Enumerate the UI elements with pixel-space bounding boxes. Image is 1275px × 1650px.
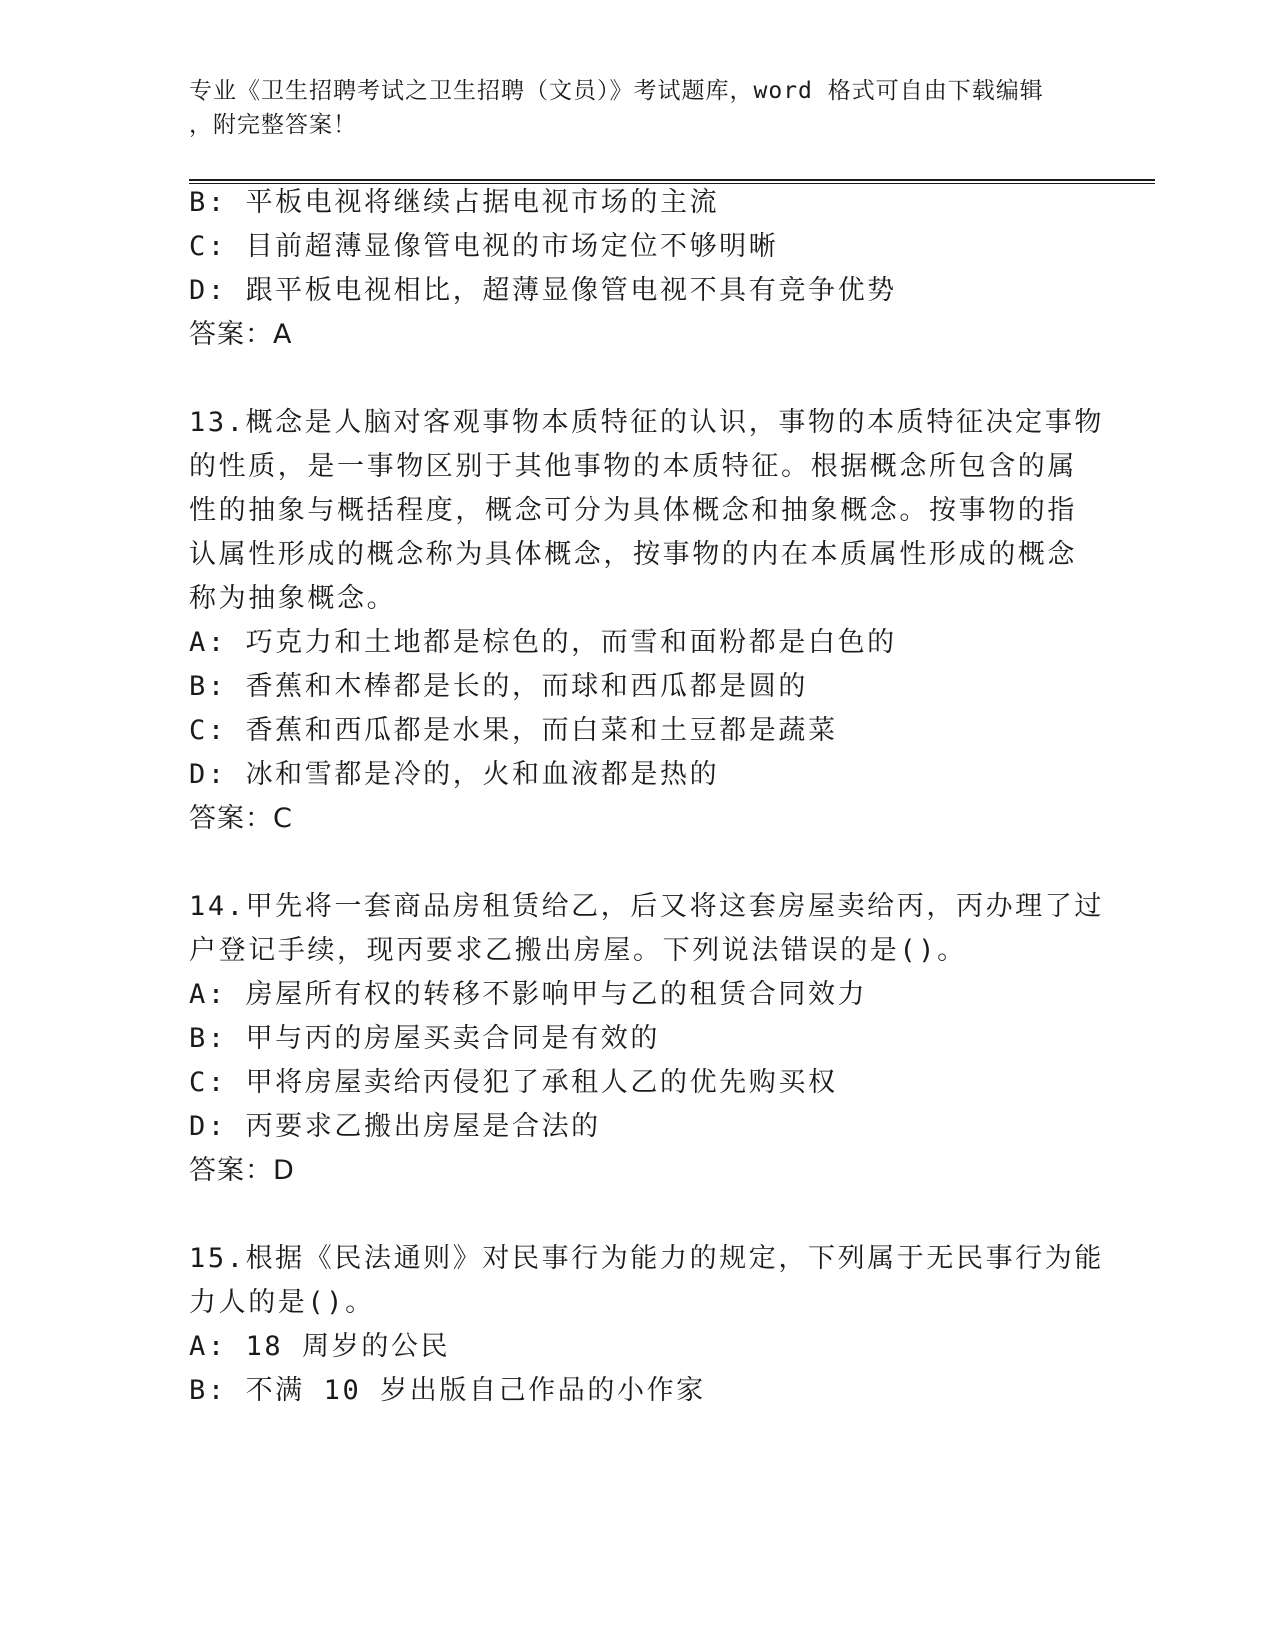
q13-stem-line-2: 的性质，是一事物区别于其他事物的本质特征。根据概念所包含的属 (189, 451, 1077, 482)
q15-option-b: B: 不满 10 岁出版自己作品的小作家 (189, 1375, 706, 1406)
q14-answer: 答案：D (189, 1155, 295, 1186)
q12-option-b: B: 平板电视将继续占据电视市场的主流 (189, 187, 720, 218)
q13-option-d: D: 冰和雪都是冷的，火和血液都是热的 (189, 759, 720, 790)
q14-stem-line-2: 户登记手续，现丙要求乙搬出房屋。下列说法错误的是()。 (189, 935, 967, 966)
document-header (189, 74, 1069, 142)
q14-option-d: D: 丙要求乙搬出房屋是合法的 (189, 1111, 601, 1142)
q15-option-a: A: 18 周岁的公民 (189, 1331, 451, 1362)
q13-stem-line-3: 性的抽象与概括程度，概念可分为具体概念和抽象概念。按事物的指 (189, 495, 1077, 526)
q13-option-c: C: 香蕉和西瓜都是水果，而白菜和土豆都是蔬菜 (189, 715, 838, 746)
q12-answer: 答案：A (189, 319, 293, 350)
header-line-2: ，附完整答案！ (189, 112, 357, 138)
q14-option-c: C: 甲将房屋卖给丙侵犯了承租人乙的优先购买权 (189, 1067, 838, 1098)
q15-stem-line-1: 15.根据《民法通则》对民事行为能力的规定，下列属于无民事行为能 (189, 1243, 1104, 1274)
header-line-1: 专业《卫生招聘考试之卫生招聘（文员）》考试题库，word 格式可自由下载编辑 (189, 78, 1044, 104)
q13-stem-line-4: 认属性形成的概念称为具体概念，按事物的内在本质属性形成的概念 (189, 539, 1077, 570)
q14-option-a: A: 房屋所有权的转移不影响甲与乙的租赁合同效力 (189, 979, 868, 1010)
q13-stem-line-5: 称为抽象概念。 (189, 583, 397, 614)
q15-stem-line-2: 力人的是()。 (189, 1287, 375, 1318)
q13-stem-line-1: 13.概念是人脑对客观事物本质特征的认识，事物的本质特征决定事物 (189, 407, 1104, 438)
q12-option-c: C: 目前超薄显像管电视的市场定位不够明晰 (189, 231, 779, 262)
q13-option-b: B: 香蕉和木棒都是长的，而球和西瓜都是圆的 (189, 671, 808, 702)
q13-answer: 答案：C (189, 803, 293, 834)
q12-option-d: D: 跟平板电视相比，超薄显像管电视不具有竞争优势 (189, 275, 897, 306)
q13-option-a: A: 巧克力和土地都是棕色的，而雪和面粉都是白色的 (189, 627, 897, 658)
q14-stem-line-1: 14.甲先将一套商品房租赁给乙，后又将这套房屋卖给丙，丙办理了过 (189, 891, 1104, 922)
q14-option-b: B: 甲与丙的房屋买卖合同是有效的 (189, 1023, 660, 1054)
